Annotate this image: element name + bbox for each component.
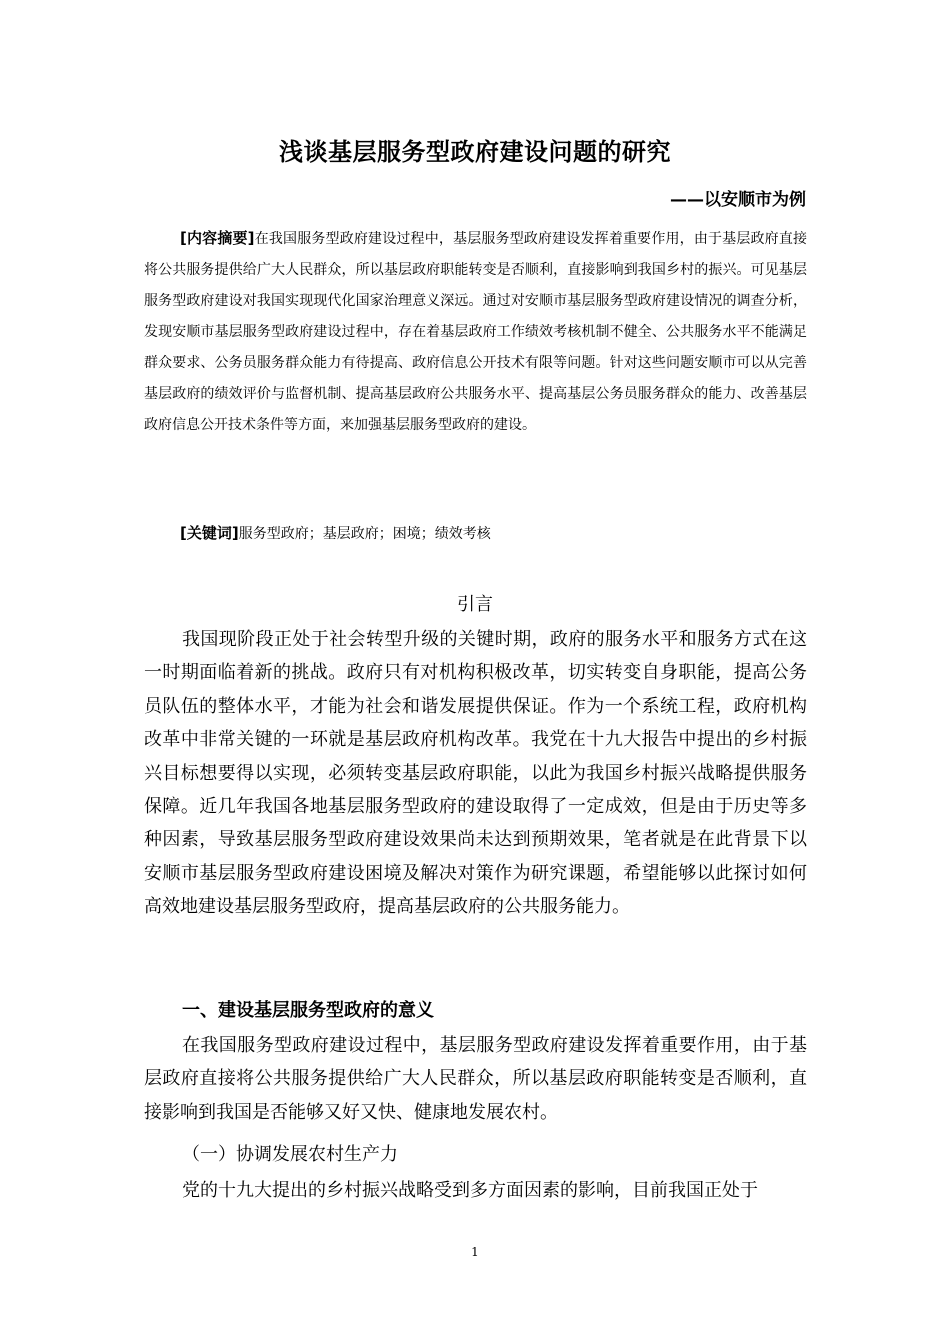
- abstract-text: 在我国服务型政府建设过程中，基层服务型政府建设发挥着重要作用，由于基层政府直接将公共服务提供给广大人民群众，所以基层政府职能转变是否顺利，直接影响到我国乡村的振兴。可见基层服务型政府建设对我国实现现代化国家治理意义深远。通过对安顺市基层服务型政府建设情况的调查分析，发现安顺市基层服务型政府建设过程中，存在着基层政府工作绩效考核机制不健全、公共服务水平不能满足群众要求、公务员服务群众能力有待提高、政府信息公开技术有限等问题。针对这些问题安顺市可以从完善基层政府的绩效评价与监督机制、提高基层政府公共服务水平、提高基层公务员服务群众的能力、改善基层政府信息公开技术条件等方面，来加强基层服务型政府的建设。: [144, 231, 807, 433]
- introduction-paragraph: 我国现阶段正处于社会转型升级的关键时期，政府的服务水平和服务方式在这一时期面临着新的挑战。政府只有对机构积极改革，切实转变自身职能，提高公务员队伍的整体水平，才能为社会和谐发展提供保证。作为一个系统工程，政府机构改革中非常关键的一环就是基层政府机构改革。我党在十九大报告中提出的乡村振兴目标想要得以实现，必须转变基层政府职能，以此为我国乡村振兴战略提供服务保障。近几年我国各地基层服务型政府的建设取得了一定成效，但是由于历史等多种因素，导致基层服务型政府建设效果尚未达到预期效果，笔者就是在此背景下以安顺市基层服务型政府建设困境及解决对策作为研究课题，希望能够以此探讨如何高效地建设基层服务型政府，提高基层政府的公共服务能力。: [144, 629, 807, 918]
- subsection-1-paragraph: 党的十九大提出的乡村振兴战略受到多方面因素的影响，目前我国正处于: [182, 1180, 758, 1201]
- abstract-paragraph: [144, 223, 807, 441]
- introduction-heading: 引言: [457, 594, 493, 615]
- section-1-heading: 一、建设基层服务型政府的意义: [182, 1000, 434, 1021]
- document-title: 浅谈基层服务型政府建设问题的研究: [279, 138, 671, 166]
- keywords-text: 服务型政府；基层政府；困境；绩效考核: [238, 526, 491, 542]
- document-subtitle: ——以安顺市为例: [670, 190, 806, 210]
- keywords-label: [关键词]: [180, 524, 239, 542]
- keywords-paragraph: [144, 518, 807, 550]
- section-1-paragraph: 在我国服务型政府建设过程中，基层服务型政府建设发挥着重要作用，由于基层政府直接将公共服务提供给广大人民群众，所以基层政府职能转变是否顺利，直接影响到我国是否能够又好又快、健康地发展农村。: [144, 1035, 807, 1123]
- abstract-label: [内容摘要]: [180, 229, 255, 247]
- page-number: 1: [471, 1245, 479, 1259]
- subsection-1-heading: （一）协调发展农村生产力: [182, 1144, 398, 1165]
